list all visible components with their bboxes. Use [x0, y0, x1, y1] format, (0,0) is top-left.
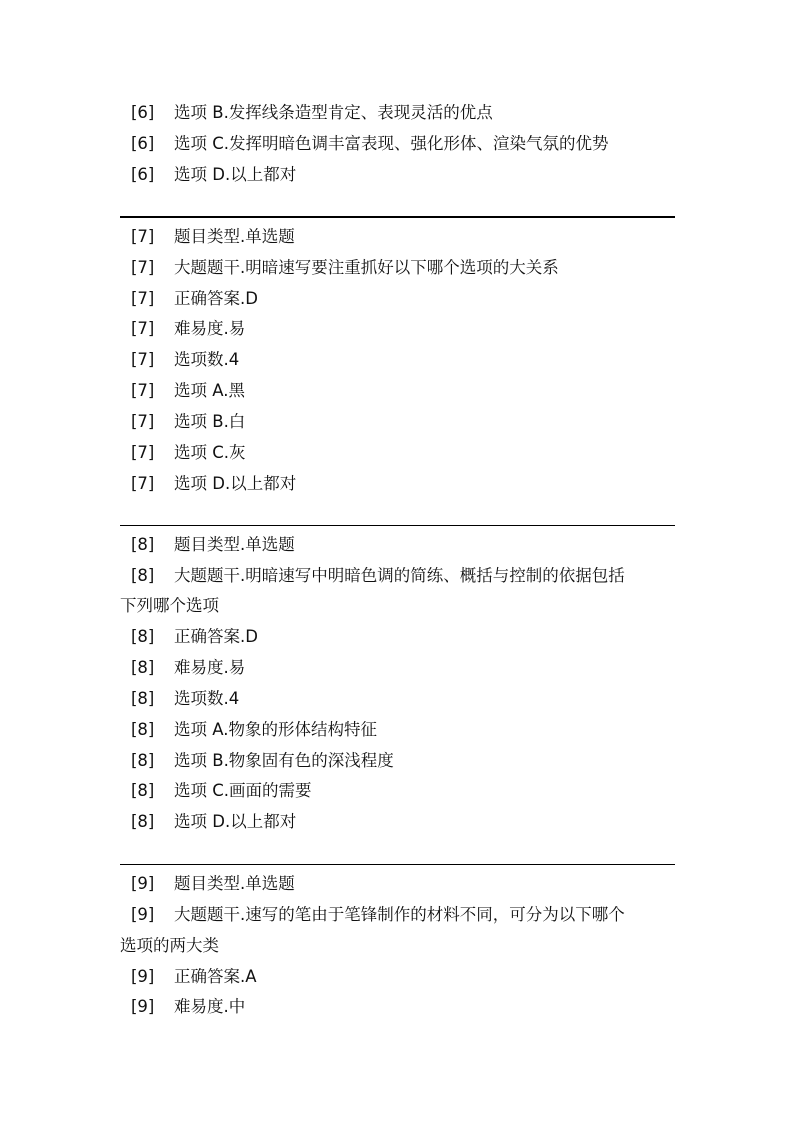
q7-number: [7]	[131, 258, 155, 277]
q8-option-b-text: 选项 B.物象固有色的深浅程度	[174, 751, 394, 770]
q6-number: [6]	[131, 134, 155, 153]
q8-type	[120, 535, 675, 555]
q7-option-a-text: 选项 A.黑	[174, 381, 245, 400]
q9-stem	[120, 905, 675, 925]
q9-number: [9]	[131, 967, 155, 986]
q7-option-b	[120, 412, 675, 432]
q6-option-d	[120, 165, 675, 185]
q7-number: [7]	[131, 381, 155, 400]
q7-option-a	[120, 381, 675, 401]
q8-number: [8]	[131, 658, 155, 677]
section-divider	[120, 216, 675, 218]
q8-number: [8]	[131, 720, 155, 739]
q7-number: [7]	[131, 319, 155, 338]
q8-option-a	[120, 720, 675, 740]
q8-difficulty-text: 难易度.易	[174, 658, 246, 677]
q9-stem-text: 大题题干.速写的笔由于笔锋制作的材料不同，可分为以下哪个	[174, 905, 625, 924]
q8-stem	[120, 566, 675, 586]
q7-difficulty	[120, 319, 675, 339]
q7-answer	[120, 289, 675, 309]
q7-type	[120, 227, 675, 247]
q7-number: [7]	[131, 443, 155, 462]
q7-type-text: 题目类型.单选题	[174, 227, 295, 246]
q8-option-b	[120, 751, 675, 771]
q7-option-d-text: 选项 D.以上都对	[174, 474, 297, 493]
q7-option-b-text: 选项 B.白	[174, 412, 246, 431]
q9-type	[120, 874, 675, 894]
q7-number: [7]	[131, 350, 155, 369]
q9-difficulty-text: 难易度.中	[174, 997, 246, 1016]
q7-stem	[120, 258, 675, 278]
q8-number: [8]	[131, 751, 155, 770]
q8-number: [8]	[131, 812, 155, 831]
q7-option-count	[120, 350, 675, 370]
q8-difficulty	[120, 658, 675, 678]
q7-number: [7]	[131, 289, 155, 308]
q8-answer-text: 正确答案.D	[174, 627, 258, 646]
q8-option-c	[120, 781, 675, 801]
q6-number: [6]	[131, 165, 155, 184]
q8-option-a-text: 选项 A.物象的形体结构特征	[174, 720, 377, 739]
q9-number: [9]	[131, 997, 155, 1016]
q8-number: [8]	[131, 627, 155, 646]
q9-answer	[120, 967, 675, 987]
q8-option-c-text: 选项 C.画面的需要	[174, 781, 312, 800]
q8-option-count-text: 选项数.4	[174, 689, 240, 708]
q8-option-d-text: 选项 D.以上都对	[174, 812, 297, 831]
q8-option-count	[120, 689, 675, 709]
q8-number: [8]	[131, 535, 155, 554]
q6-option-b-text: 选项 B.发挥线条造型肯定、表现灵活的优点	[174, 103, 493, 122]
q7-number: [7]	[131, 474, 155, 493]
q7-number: [7]	[131, 412, 155, 431]
section-divider	[120, 864, 675, 865]
q7-stem-text: 大题题干.明暗速写要注重抓好以下哪个选项的大关系	[174, 258, 559, 277]
q8-stem-text: 大题题干.明暗速写中明暗色调的简练、概括与控制的依据包括	[174, 566, 625, 585]
q8-stem-continuation: 下列哪个选项	[120, 596, 219, 615]
section-divider	[120, 525, 675, 526]
q7-option-c-text: 选项 C.灰	[174, 443, 246, 462]
q8-answer	[120, 627, 675, 647]
q7-option-c	[120, 443, 675, 463]
q9-number: [9]	[131, 874, 155, 893]
q9-difficulty	[120, 997, 675, 1017]
q8-type-text: 题目类型.单选题	[174, 535, 295, 554]
q9-number: [9]	[131, 905, 155, 924]
q8-number: [8]	[131, 689, 155, 708]
q8-number: [8]	[131, 781, 155, 800]
q8-number: [8]	[131, 566, 155, 585]
q6-option-d-text: 选项 D.以上都对	[174, 165, 297, 184]
q6-option-c	[120, 134, 675, 154]
q8-option-d	[120, 812, 675, 832]
q6-option-b	[120, 103, 675, 123]
q7-option-count-text: 选项数.4	[174, 350, 240, 369]
q6-option-c-text: 选项 C.发挥明暗色调丰富表现、强化形体、渲染气氛的优势	[174, 134, 609, 153]
q7-number: [7]	[131, 227, 155, 246]
q7-difficulty-text: 难易度.易	[174, 319, 246, 338]
q9-type-text: 题目类型.单选题	[174, 874, 295, 893]
q7-answer-text: 正确答案.D	[174, 289, 258, 308]
q9-stem-continuation: 选项的两大类	[120, 936, 219, 955]
q7-option-d	[120, 474, 675, 494]
q9-answer-text: 正确答案.A	[174, 967, 257, 986]
q6-number: [6]	[131, 103, 155, 122]
